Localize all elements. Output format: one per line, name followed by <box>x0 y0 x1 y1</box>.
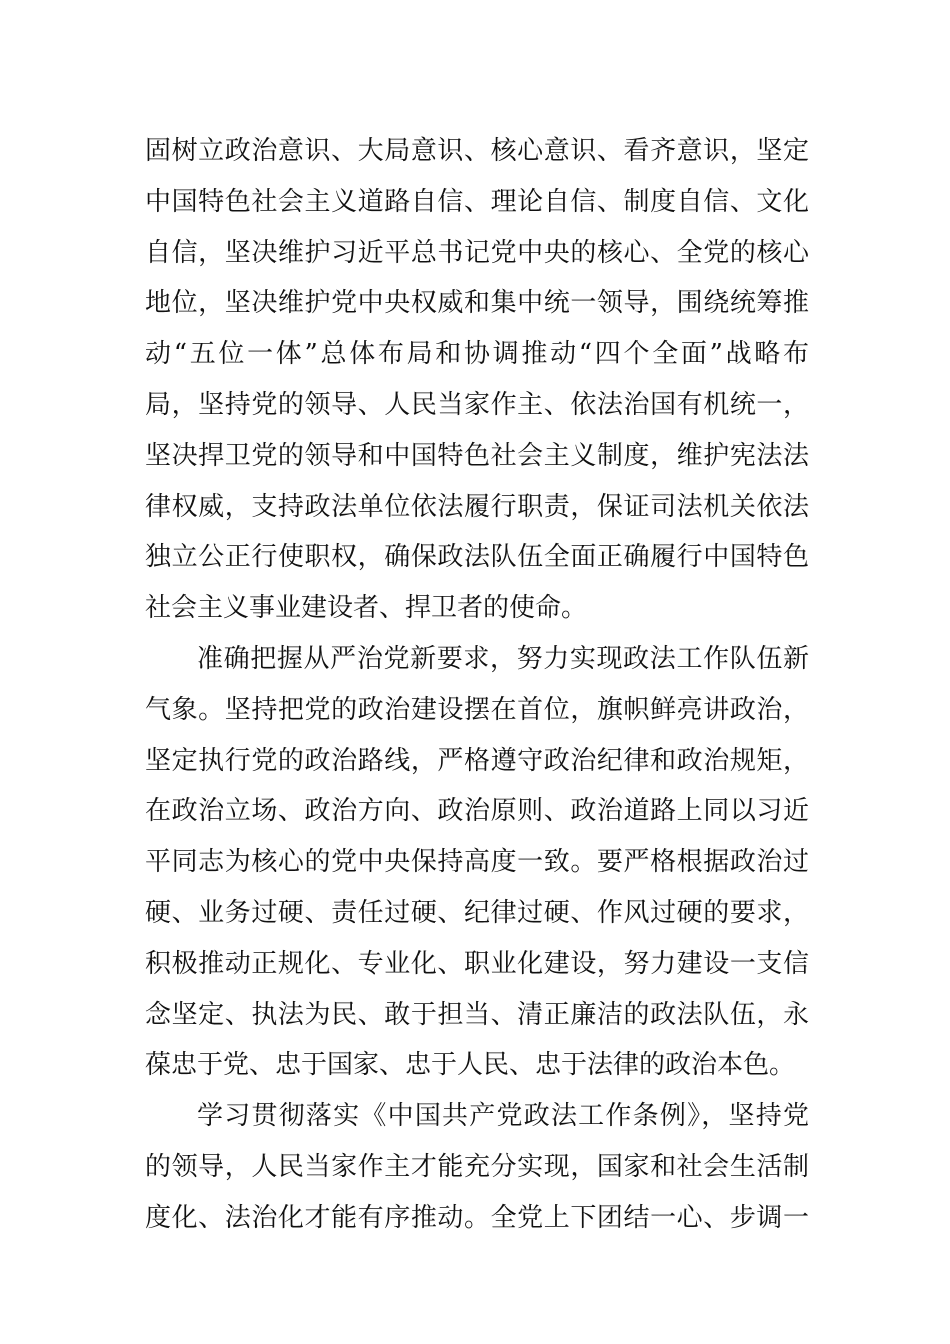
text-line: 律权威，支持政法单位依法履行职责，保证司法机关依法 <box>145 491 809 522</box>
text-line: 平同志为核心的党中央保持高度一致。要严格根据政治过 <box>145 847 809 878</box>
text-line: 气象。坚持把党的政治建设摆在首位，旗帜鲜亮讲政治， <box>145 694 809 725</box>
paragraph-first-line: 准确把握从严治党新要求，努力实现政法工作队伍新 <box>197 643 809 674</box>
text-line: 坚决捍卫党的领导和中国特色社会主义制度，维护宪法法 <box>145 440 809 471</box>
text-line: 坚定执行党的政治路线，严格遵守政治纪律和政治规矩， <box>145 745 809 776</box>
text-line: 度化、法治化才能有序推动。全党上下团结一心、步调一 <box>145 1202 809 1233</box>
text-line: 地位，坚决维护党中央权威和集中统一领导，围绕统筹推 <box>145 288 809 319</box>
text-line: 局，坚持党的领导、人民当家作主、依法治国有机统一， <box>145 389 809 420</box>
text-line: 积极推动正规化、专业化、职业化建设，努力建设一支信 <box>145 948 809 979</box>
text-line: 动“五位一体”总体布局和协调推动“四个全面”战略布 <box>145 339 809 370</box>
text-line: 硬、业务过硬、责任过硬、纪律过硬、作风过硬的要求， <box>145 897 809 928</box>
text-line: 独立公正行使职权，确保政法队伍全面正确履行中国特色 <box>145 542 809 573</box>
text-line: 固树立政治意识、大局意识、核心意识、看齐意识，坚定 <box>145 136 809 166</box>
text-line: 的领导，人民当家作主才能充分实现，国家和社会生活制 <box>145 1151 809 1182</box>
text-line: 自信，坚决维护习近平总书记党中央的核心、全党的核心 <box>145 237 809 268</box>
paragraph-first-line: 学习贯彻落实《中国共产党政法工作条例》，坚持党 <box>197 1101 809 1132</box>
body-text <box>145 126 809 1244</box>
text-line: 葆忠于党、忠于国家、忠于人民、忠于法律的政治本色。 <box>145 1050 796 1081</box>
text-line: 念坚定、执法为民、敢于担当、清正廉洁的政法队伍，永 <box>145 999 809 1030</box>
text-line: 在政治立场、政治方向、政治原则、政治道路上同以习近 <box>145 796 809 827</box>
text-line: 社会主义事业建设者、捍卫者的使命。 <box>145 593 588 624</box>
text-line: 中国特色社会主义道路自信、理论自信、制度自信、文化 <box>145 186 809 217</box>
